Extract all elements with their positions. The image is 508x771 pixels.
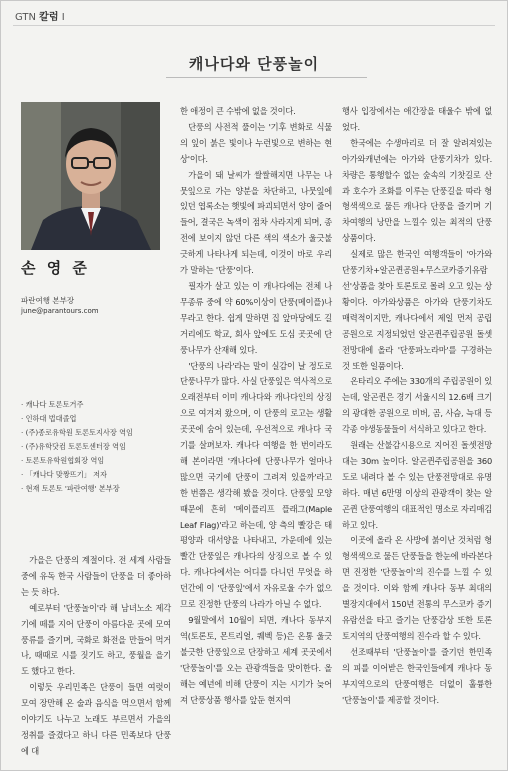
brand-label: GTN <box>15 12 36 23</box>
paragraph: 실제로 많은 한국인 여행객들이 '아가와단풍기차+알곤퀸공원+무스코카증기유람선'상품을 찾아 토론토로 몰려 오고 있는 상황이다. 아가와상품은 아가와 단풍기차도 매력적이지만, 캐나다에서 제일 먼저 공립공원으로 지정되었던 알곤퀸주립공원 돌셋전망대에 올라 '단풍파노라마'를 구경하는 것 또한 일품이다. <box>342 249 492 371</box>
author-photo <box>21 102 160 250</box>
article-title: 캐나다와 단풍놀이 <box>188 55 320 73</box>
paragraph: 행사 입장에서는 애간장을 태울수 밖에 없었다. <box>342 106 492 132</box>
header-divider <box>13 25 495 26</box>
bio-item: · (주)종로유학원 토론토지사장 역임 <box>21 428 133 437</box>
author-role: 파란여행 본부장 <box>21 296 75 305</box>
author-email: june@parantours.com <box>21 307 99 315</box>
section-separator: I <box>61 12 65 23</box>
bio-item: · 토론토유학원협회장 역임 <box>21 456 105 465</box>
bio-item: · 캐나다 토론토거주 <box>21 400 84 409</box>
paragraph: 선조때부터 '단풍놀이'를 즐기던 한민족의 피를 이어받은 한국인들에게 캐나다 동부지역으로의 단풍여행은 더없이 훌륭한 '단풍놀이'를 제공할 것이다. <box>342 646 492 705</box>
paragraph: 한 애정이 큰 수밖에 없을 것이다. <box>180 106 296 116</box>
paragraph: 이곳에 올라 온 사방에 붉이난 것처럼 형형색색으로 물든 단풍들을 한눈에 바라본다면 진정한 '단풍놀이'의 진수를 느낄 수 있을 것이다. 이와 함께 캐나다 동부 최대의 별장지대에서 150년 전통의 무스코카 증기유람선을 타고 즐기는 단풍감상 또한 토론토지역의 단풍여행의 진수라 할 수 있다. <box>342 535 492 641</box>
author-name: 손 영 준 <box>21 259 90 277</box>
section-header <box>15 8 65 23</box>
article-column-3 <box>342 104 492 708</box>
bio-item: · (주)유학닷컴 토론토센터장 역임 <box>21 442 127 451</box>
paragraph: 필자가 살고 있는 이 캐나다에는 전체 나무종류 중에 약 60%이상이 단풍(메이플)나무라고 한다. 쉽게 말하면 집 앞마당에도 길거리에도 학교, 회사 앞에도 도심 곳곳에 단풍나무가 산재해 있다. <box>180 280 332 355</box>
paragraph: '단풍의 나라'라는 말이 실감이 날 정도로 단풍나무가 많다. 사실 단풍잎은 역사적으로 오래전부터 이미 캐나다와 캐나다인의 상징으로 여겨져 왔으며, 이 단풍의 로고는 생활 곳곳에 숨어 있는데, 우선적으로 캐나다 국기를 살펴보자. 캐나다 여행을 한 번이라도 해 본이라면 '캐나다에 단풍나무가 얼마나 많으면 국기에 단풍이 그려져 있을까'라고 한 번쯤은 생각해 봤을 것이다. 단풍잎 모양 때문에 흔히 '메이플리프 플래그(Maple Leaf Flag)'라고 하는데, 양 측의 빨강은 태평양과 대서양을 나타내고, 가운데에 있는 빨간 단풍잎은 캐나다의 상징으로 볼 수 있다. 캐나다에서는 어디를 다니던 무엇을 하던간에 이 '단풍잎'에서 자유로울 수가 없으므로 진정한 단풍의 나라가 아닐 수 없다. <box>180 360 332 610</box>
paragraph: 원래는 산불감시용으로 지어진 돌셋전망대는 30m 높이다. 알곤퀸주립공원을 360도로 내려다 볼 수 있는 단풍전망대로 유명하다. 매년 6만명 이상의 관광객이 찾는 알곤퀸 단풍여행의 대표적인 명소로 자리매김하고 있다. <box>342 440 492 530</box>
paragraph: 예로부터 '단풍놀이'라 해 남녀노소 제각기에 떼를 지어 단풍이 아름다운 곳에 모여 풍류를 즐기며, 국화로 화전을 만들어 먹거나, 때때로 시를 짓기도 하고, 풍월을 을기도 했다고 한다. <box>21 602 171 677</box>
bio-item: · 「캐나다 맞짱뜨기」 저자 <box>21 470 108 479</box>
bio-item: · 현재 토론토 '파란여행' 본부장 <box>21 484 120 493</box>
article-column-1 <box>21 553 171 760</box>
paragraph: 9월말에서 10월이 되면, 캐나다 동부지역(토론토, 몬트리얼, 퀘벡 등)은 온통 울긋불긋한 단풍잎으로 단장하고 세계 곳곳에서 '단풍놀이'를 오는 관광객들을 맞이한다. 올해는 예년에 비해 단풍이 지는 시기가 늦어져 단풍상품 행사를 앞둔 현지여 <box>180 615 332 705</box>
author-photo-illustration <box>21 102 160 250</box>
section-label: 칼럼 <box>39 12 59 23</box>
paragraph: 가을은 단풍의 계절이다. 전 세계 사람들 중에 유독 한국 사람들이 단풍을 더 좋아하는 듯 하다. <box>21 555 171 597</box>
paragraph: 한국에는 수생마리로 더 잘 알려져있는 아가와캐년에는 아가와 단풍기차가 있다. 차량은 통행할수 없는 숲속의 기찻길로 산과 호수가 조화를 이루는 단풍길을 따라 형형색색으로 물든 캐나다 단풍을 즐기며 기차여행의 낭만을 느낄수 있는 최적의 단풍상품이다. <box>342 137 492 244</box>
bio-item: · 인하대 법대졸업 <box>21 414 77 423</box>
article-column-2 <box>180 104 332 708</box>
title-underline <box>166 77 367 78</box>
paragraph: 이렇듯 우리민족은 단풍이 들면 여럿이 모여 장만해 온 술과 음식을 먹으면서 함께 이야기도 나누고 노래도 부르면서 가을의 정취를 즐겼다고 하니 다른 민족보다 단풍에 대 <box>21 682 171 756</box>
author-bio <box>21 398 171 496</box>
paragraph: 단풍의 사전적 풀이는 '기후 변화로 식물의 잎이 붉은 빛이나 누런빛으로 변하는 현상'이다. <box>180 121 332 164</box>
paragraph: 온타리오 주에는 330개의 주립공원이 있는데, 알곤퀸은 경기 서울시의 12.6배 크기의 광대한 공원으로 비버, 곰, 사슴, 늑대 등 각종 야생동물들이 서식하고 있다고 한다. <box>342 376 492 435</box>
paragraph: 가을이 돼 날씨가 쌀쌀해지면 나무는 나뭇잎으로 가는 양분을 차단하고, 나뭇잎에 있던 엽록소는 햇빛에 파괴되면서 양이 줄어들어, 결국은 녹색이 점차 사라지게 되며, 종전에 보이지 않던 다른 색의 색소가 울긋불긋하게 나타나게 되는데, 이것이 바로 우리가 말하는 '단풍'이다. <box>180 169 332 276</box>
